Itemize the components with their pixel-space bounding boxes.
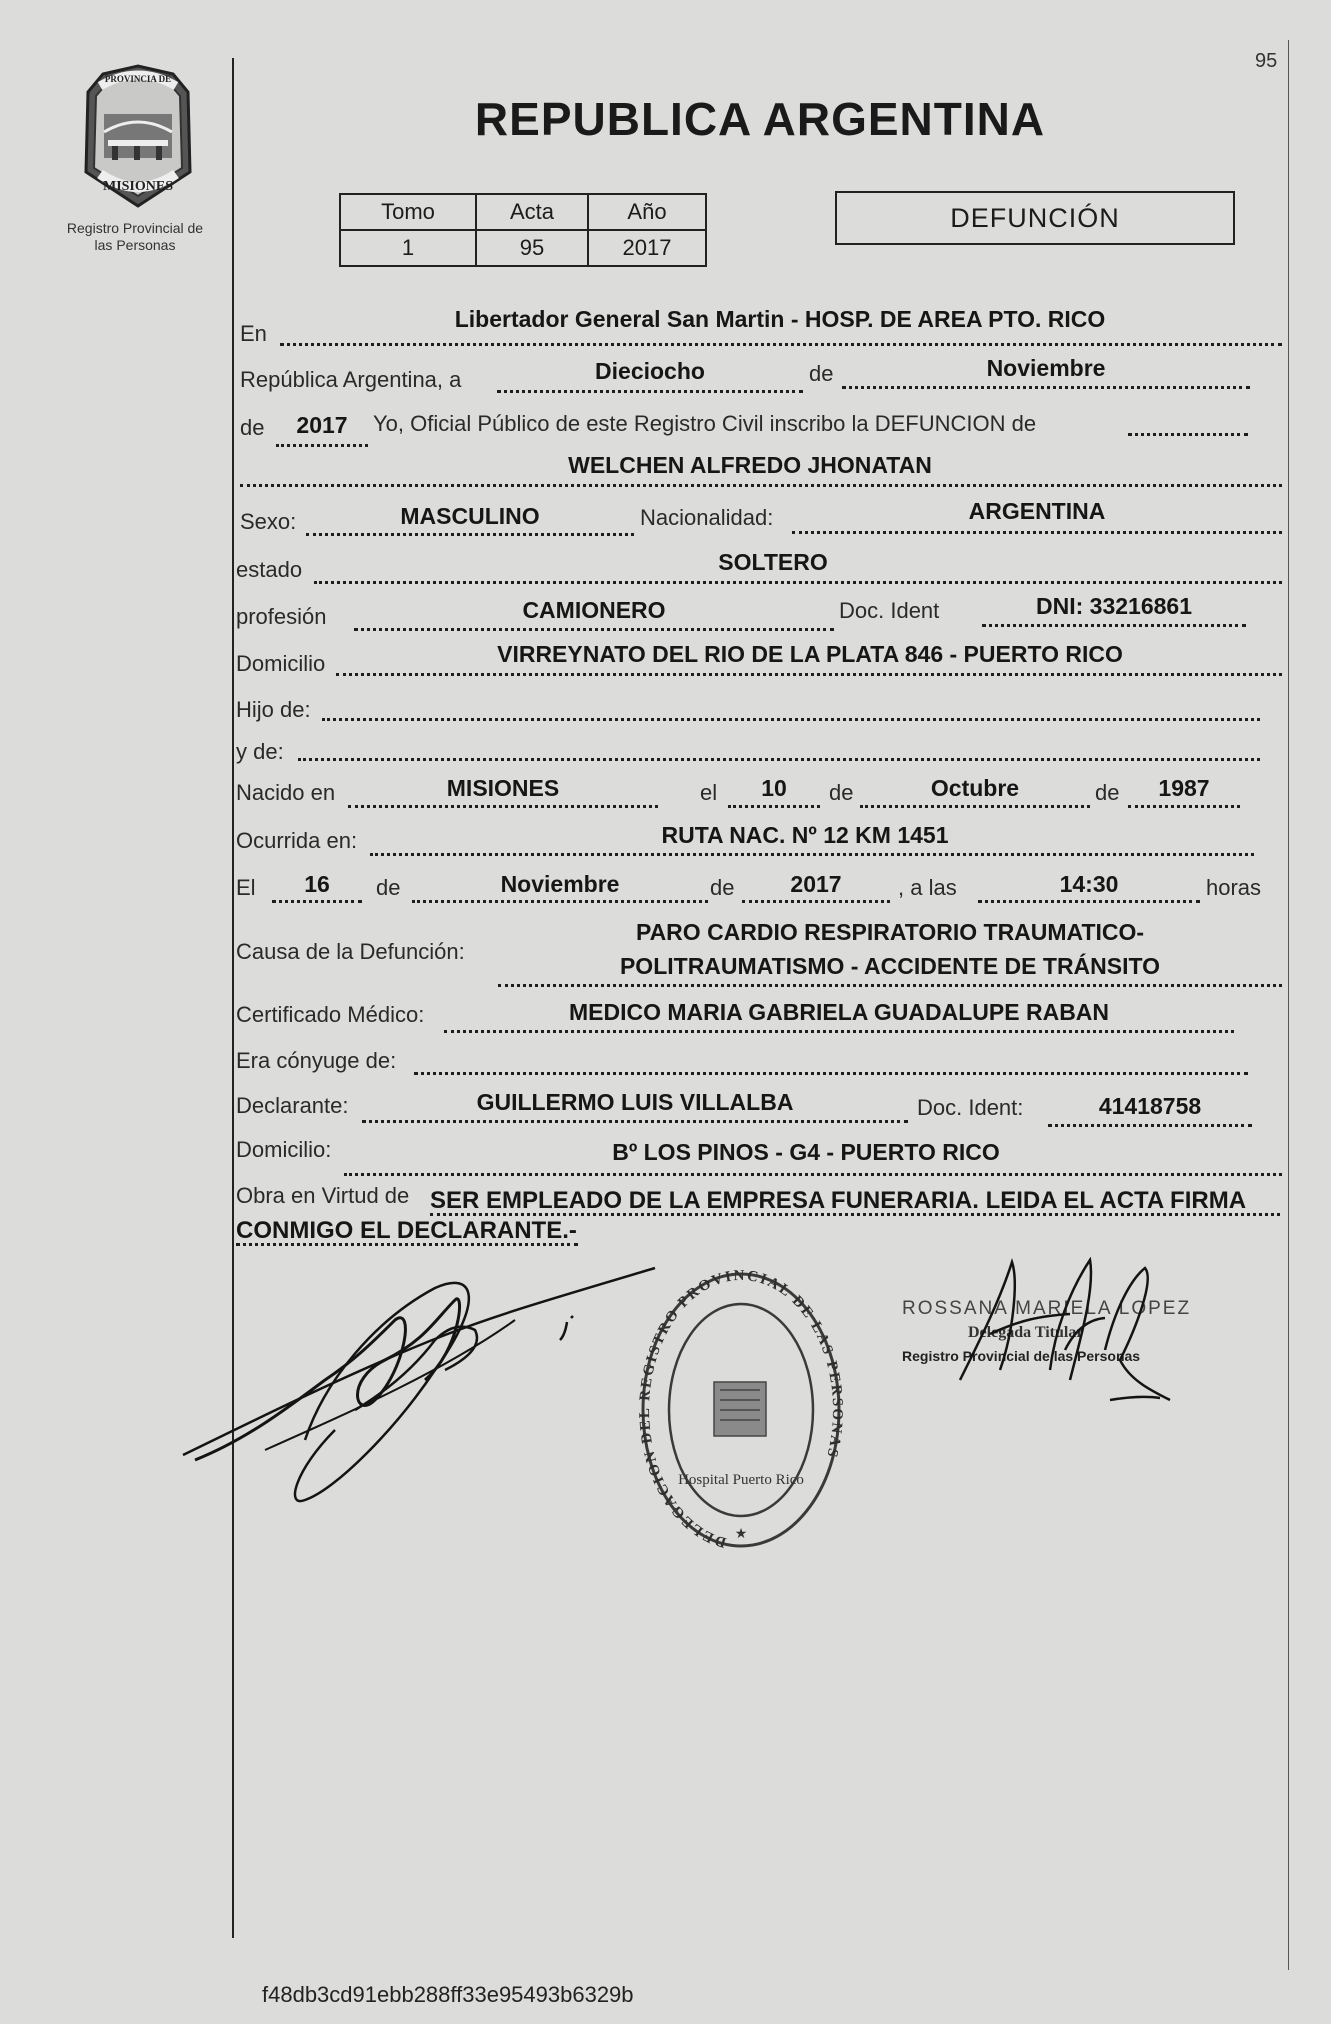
value-declarante-domicilio: Bº LOS PINOS - G4 - PUERTO RICO <box>612 1139 1000 1165</box>
registry-stamp-icon <box>636 1270 846 1560</box>
value-certificado: MEDICO MARIA GABRIELA GUADALUPE RABAN <box>568 999 1110 1025</box>
value-sexo: MASCULINO <box>400 503 540 529</box>
page-number: 95 <box>1255 50 1278 72</box>
value-nacionalidad: ARGENTINA <box>968 498 1106 524</box>
document-hash: f48db3cd91ebb288ff33e95493b6329b <box>262 1982 634 2007</box>
field-certificado-line <box>444 1030 1234 1033</box>
official-name: ROSSANA MARIELA LOPEZ <box>902 1298 1192 1319</box>
value-def-hora: 14:30 <box>1059 871 1119 897</box>
label-yo-oficial: Yo, Oficial Público de este Registro Civil inscribo la DEFUNCION de <box>373 411 1037 436</box>
field-anio-line <box>276 444 368 447</box>
declarant-signature-icon <box>175 1260 675 1520</box>
label-el: el <box>700 780 718 805</box>
field-obra-line2 <box>236 1243 578 1246</box>
registry-caption <box>40 220 230 254</box>
left-margin-rule <box>232 58 234 1938</box>
field-hijo-de-line <box>322 718 1260 721</box>
field-nacido-dia-line <box>728 805 820 808</box>
record-type-box: DEFUNCIÓN <box>835 191 1235 245</box>
label-domicilio-declarante: Domicilio: <box>236 1137 332 1162</box>
label-nacionalidad: Nacionalidad: <box>640 505 774 530</box>
label-nacido-en: Nacido en <box>236 780 336 805</box>
label-horas: horas <box>1206 875 1262 900</box>
header-anio: Año <box>588 194 706 230</box>
value-declarante: GUILLERMO LUIS VILLALBA <box>476 1089 794 1115</box>
field-conyuge-line <box>414 1072 1248 1075</box>
value-nombre: WELCHEN ALFREDO JHONATAN <box>568 452 932 478</box>
value-estado: SOLTERO <box>718 549 828 575</box>
value-profesion: CAMIONERO <box>522 597 666 623</box>
field-ocurrida-line <box>370 853 1254 856</box>
value-lugar: Libertador General San Martin - HOSP. DE AREA PTO. RICO <box>454 306 1106 332</box>
field-profesion-line <box>354 628 834 631</box>
field-mes-line <box>842 386 1250 389</box>
field-sexo-line <box>306 533 634 536</box>
value-nacido-lugar: MISIONES <box>446 775 560 801</box>
field-def-mes-line <box>412 900 708 903</box>
header-acta: Acta <box>476 194 588 230</box>
field-dia-line <box>497 390 803 393</box>
seal-text-top: PROVINCIA DE <box>104 74 172 84</box>
value-acta: 95 <box>476 230 588 266</box>
field-declarante-line <box>362 1120 908 1123</box>
label-doc-ident: Doc. Ident <box>839 598 940 623</box>
label-sexo: Sexo: <box>240 509 297 534</box>
value-causa-line2: POLITRAUMATISMO - ACCIDENTE DE TRÁNSITO <box>619 953 1161 979</box>
label-de-mes: de <box>809 361 834 386</box>
label-ocurrida-en: Ocurrida en: <box>236 828 358 853</box>
label-causa: Causa de la Defunción: <box>236 939 465 964</box>
seal-text-bottom: MISIONES <box>102 179 174 194</box>
field-y-de-line <box>298 758 1260 761</box>
registry-caption-line2: las Personas <box>94 237 176 253</box>
value-obra-line1: SER EMPLEADO DE LA EMPRESA FUNERARIA. LEIDA EL ACTA FIRMA <box>430 1187 1247 1214</box>
field-declarante-doc-line <box>1048 1124 1252 1127</box>
field-defuncion-de-line <box>1128 433 1248 436</box>
value-tomo: 1 <box>340 230 476 266</box>
value-def-mes: Noviembre <box>500 871 620 897</box>
label-doc-ident-declarante: Doc. Ident: <box>917 1095 1024 1120</box>
misiones-seal-icon <box>78 62 198 210</box>
field-lugar-line <box>280 343 1282 346</box>
stamp-inner-text: Hospital Puerto Rico <box>678 1472 804 1488</box>
field-def-dia-line <box>272 900 362 903</box>
value-obra-line2: CONMIGO EL DECLARANTE.- <box>236 1217 577 1244</box>
field-def-hora-line <box>978 900 1200 903</box>
value-domicilio: VIRREYNATO DEL RIO DE LA PLATA 846 - PUERTO RICO <box>497 641 1123 667</box>
value-anio: 2017 <box>296 412 348 438</box>
field-obra-line1 <box>430 1213 1280 1216</box>
label-a-las: , a las <box>898 875 957 900</box>
registry-caption-line1: Registro Provincial de <box>66 220 204 236</box>
stamp-ring-text: DELEGACION DEL REGISTRO PROVINCIAL DE LAS PERSONAS <box>636 1270 846 1551</box>
label-de-anio: de <box>240 415 265 440</box>
label-estado: estado <box>236 557 303 582</box>
official-signature-icon <box>930 1250 1190 1410</box>
label-obra: Obra en Virtud de <box>236 1183 410 1208</box>
value-nacido-anio: 1987 <box>1158 775 1210 801</box>
label-de-nacido-anio: de <box>1095 780 1120 805</box>
label-certificado: Certificado Médico: <box>236 1002 425 1027</box>
field-declarante-domicilio-line <box>344 1173 1282 1176</box>
label-profesion: profesión <box>236 604 327 629</box>
label-de-nacido-mes: de <box>829 780 854 805</box>
label-conyuge: Era cónyuge de: <box>236 1048 397 1073</box>
value-nacido-mes: Octubre <box>930 775 1020 801</box>
field-estado-line <box>314 581 1282 584</box>
right-margin-rule <box>1288 40 1289 1970</box>
record-table <box>339 193 707 267</box>
header-tomo: Tomo <box>340 194 476 230</box>
label-republica: República Argentina, a <box>240 367 462 392</box>
svg-text:★: ★ <box>734 1525 748 1541</box>
field-doc-line <box>982 624 1246 627</box>
label-en: En <box>240 321 267 346</box>
value-nacido-dia: 10 <box>761 775 787 801</box>
value-def-anio: 2017 <box>790 871 842 897</box>
label-declarante: Declarante: <box>236 1093 349 1118</box>
field-domicilio-line <box>336 673 1282 676</box>
value-declarante-doc: 41418758 <box>1098 1093 1202 1119</box>
field-def-anio-line <box>742 900 890 903</box>
value-causa-line1: PARO CARDIO RESPIRATORIO TRAUMATICO- <box>635 919 1145 945</box>
official-office: Registro Provincial de las Personas <box>902 1348 1141 1364</box>
field-causa-line <box>498 984 1282 987</box>
field-nacido-mes-line <box>860 805 1090 808</box>
field-nacionalidad-line <box>792 531 1282 534</box>
value-anio: 2017 <box>588 230 706 266</box>
label-el-cap: El <box>236 875 256 900</box>
label-de-def-mes: de <box>376 875 401 900</box>
label-hijo-de: Hijo de: <box>236 697 311 722</box>
value-ocurrida: RUTA NAC. Nº 12 KM 1451 <box>661 822 949 848</box>
value-dia: Dieciocho <box>595 358 705 384</box>
field-nombre-line <box>240 484 1282 487</box>
label-y-de: y de: <box>236 739 284 764</box>
value-def-dia: 16 <box>304 871 330 897</box>
value-mes: Noviembre <box>986 355 1106 381</box>
field-nacido-anio-line <box>1128 805 1240 808</box>
page-title: REPUBLICA ARGENTINA <box>474 93 1046 145</box>
field-nacido-lugar-line <box>348 805 658 808</box>
label-domicilio: Domicilio <box>236 651 326 676</box>
label-de-def-anio: de <box>710 875 735 900</box>
value-doc: DNI: 33216861 <box>1036 593 1192 619</box>
official-role: Delegada Titular <box>968 1324 1084 1341</box>
